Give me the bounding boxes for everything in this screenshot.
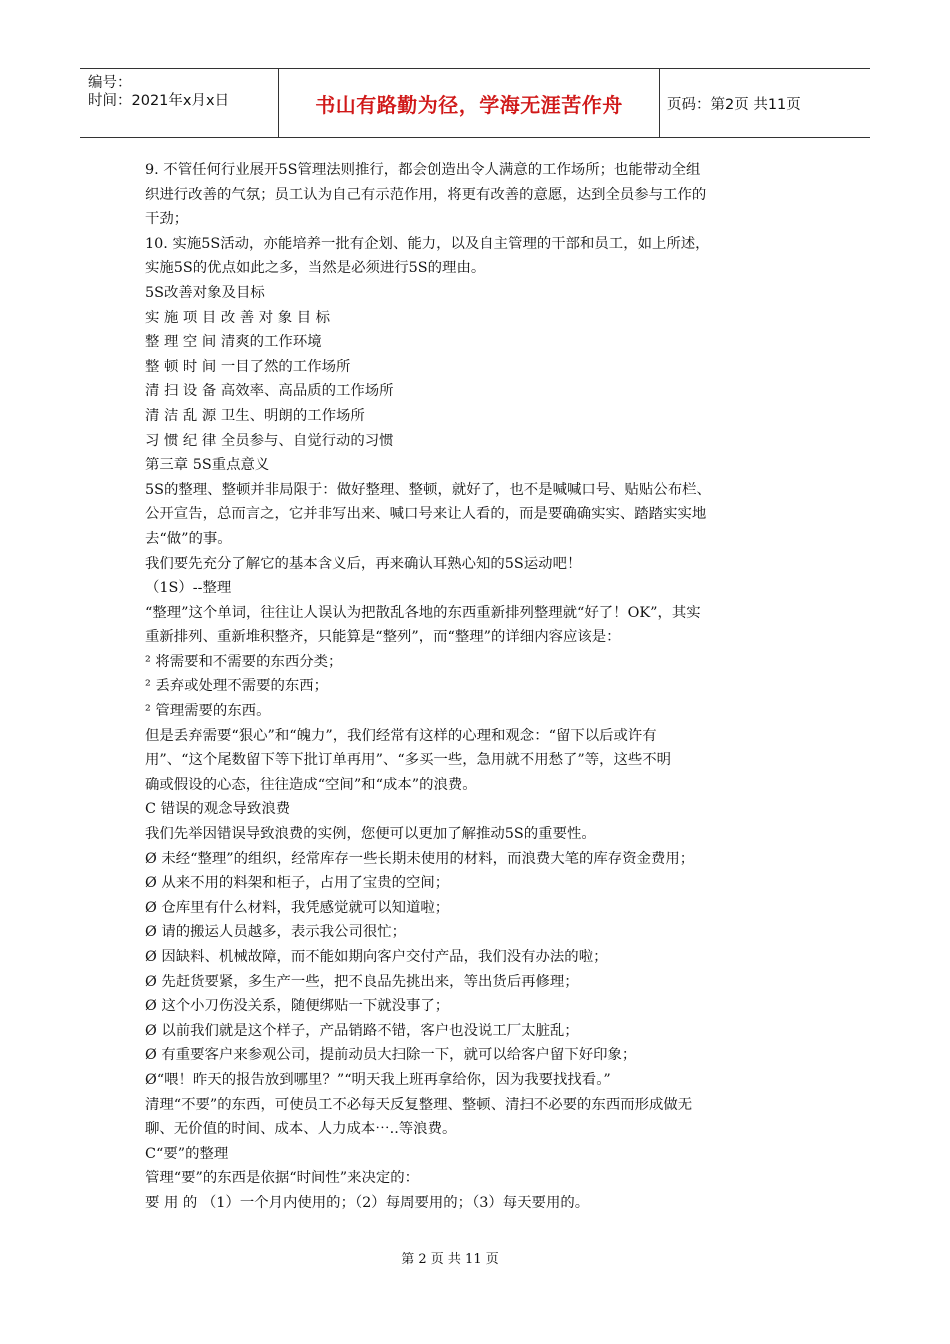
text-line: 去“做”的事。 <box>145 530 232 547</box>
header-meta <box>80 69 279 137</box>
text-line: 第三章 5S重点意义 <box>145 457 270 474</box>
text-line: 9. 不管任何行业展开5S管理法则推行，都会创造出令人满意的工作场所；也能带动全组 <box>145 162 701 178</box>
text-line: 10. 实施5S活动，亦能培养一批有企划、能力，以及自主管理的干部和员工，如上所述， <box>145 235 710 252</box>
text-line: 用”、“这个尾数留下等下批订单再用”、“多买一些，急用就不用愁了”等，这些不明 <box>145 752 672 769</box>
text-line: 整 顿 时 间 一目了然的工作场所 <box>145 358 351 375</box>
text-line: 聊、无价值的时间、成本、人力成本⋯..等浪费。 <box>145 1121 457 1138</box>
header-number: 编号： <box>88 75 132 91</box>
text-line: 管理“要”的东西是依据“时间性”来决定的： <box>145 1170 420 1187</box>
header-motto-cell <box>279 69 660 137</box>
text-line: Ø 请的搬运人员越多，表示我公司很忙； <box>145 924 407 941</box>
text-line: 5S的整理、整顿并非局限于：做好整理、整顿，就好了，也不是喊喊口号、贴贴公布栏、 <box>145 481 711 498</box>
text-line: 清 洁 乱 源 卫生、明朗的工作场所 <box>145 407 365 424</box>
text-line: 实施5S的优点如此之多，当然是必须进行5S的理由。 <box>145 260 486 277</box>
header-date: 时间：2021年x月x日 <box>88 93 230 109</box>
text-line: 整 理 空 间 清爽的工作环境 <box>145 334 322 351</box>
page-footer <box>0 1248 950 1267</box>
page-header <box>80 68 870 138</box>
text-line: Ø 未经“整理”的组织，经常库存一些长期未使用的材料，而浪费大笔的库存资金费用； <box>145 850 695 867</box>
header-motto: 书山有路勤为径，学海无涯苦作舟 <box>315 92 623 117</box>
text-line: Ø 以前我们就是这个样子，产品销路不错，客户也没说工厂太脏乱； <box>145 1022 579 1039</box>
text-line: 确或假设的心态，往往造成“空间”和“成本”的浪费。 <box>145 776 477 793</box>
text-line: Ø 仓库里有什么材料，我凭感觉就可以知道啦； <box>145 899 450 916</box>
text-line: Ø 从来不用的料架和柜子，占用了宝贵的空间； <box>145 875 450 892</box>
text-line: 干劲； <box>145 211 189 228</box>
text-line: 织进行改善的气氛；员工认为自己有示范作用，将更有改善的意愿，达到全员参与工作的 <box>145 186 707 203</box>
document-body <box>145 158 805 1216</box>
text-line: ² 管理需要的东西。 <box>145 703 271 720</box>
text-line: 但是丢弃需要“狠心”和“魄力”，我们经常有这样的心理和观念：“留下以后或许有 <box>145 727 657 744</box>
text-line: “整理”这个单词，往往让人误认为把散乱各地的东西重新排列整理就“好了！OK”，其实 <box>145 604 701 621</box>
text-line: 清理“不要”的东西，可使员工不必每天反复整理、整顿、清扫不必要的东西而形成做无 <box>145 1096 693 1113</box>
text-line: ² 将需要和不需要的东西分类； <box>145 653 343 670</box>
text-line: C“要”的整理 <box>145 1145 229 1162</box>
footer-page-number: 第 2 页 共 11 页 <box>401 1252 499 1267</box>
text-line: 我们要先充分了解它的基本含义后，再来确认耳熟心知的5S运动吧！ <box>145 555 582 572</box>
text-line: Ø“喂！昨天的报告放到哪里？”“明天我上班再拿给你，因为我要找找看。” <box>145 1071 611 1088</box>
text-line: C 错误的观念导致浪费 <box>145 801 291 818</box>
header-page-info: 页码：第2页 共11页 <box>667 96 801 113</box>
text-line: 重新排列、重新堆积整齐，只能算是“整列”，而“整理”的详细内容应该是： <box>145 629 621 646</box>
text-line: 要 用 的 （1）一个月内使用的；（2）每周要用的；（3）每天要用的。 <box>145 1194 590 1211</box>
text-line: 清 扫 设 备 高效率、高品质的工作场所 <box>145 383 394 400</box>
text-line: Ø 这个小刀伤没关系，随便绑贴一下就没事了； <box>145 998 450 1015</box>
text-line: 习 惯 纪 律 全员参与、自觉行动的习惯 <box>145 432 394 449</box>
text-line: 实 施 项 目 改 善 对 象 目 标 <box>145 309 331 326</box>
text-line: （1S）--整理 <box>145 580 232 597</box>
text-line: Ø 有重要客户来参观公司，提前动员大扫除一下，就可以给客户留下好印象； <box>145 1047 637 1064</box>
text-line: Ø 因缺料、机械故障，而不能如期向客户交付产品，我们没有办法的啦； <box>145 949 608 965</box>
text-line: 5S改善对象及目标 <box>145 284 265 301</box>
text-line: Ø 先赶货要紧，多生产一些，把不良品先挑出来，等出货后再修理； <box>145 973 579 990</box>
text-line: ² 丢弃或处理不需要的东西； <box>145 678 329 695</box>
text-line: 公开宣告，总而言之，它并非写出来、喊口号来让人看的，而是要确确实实、踏踏实实地 <box>145 506 707 523</box>
text-line: 我们先举因错误导致浪费的实例，您便可以更加了解推动5S的重要性。 <box>145 826 596 843</box>
